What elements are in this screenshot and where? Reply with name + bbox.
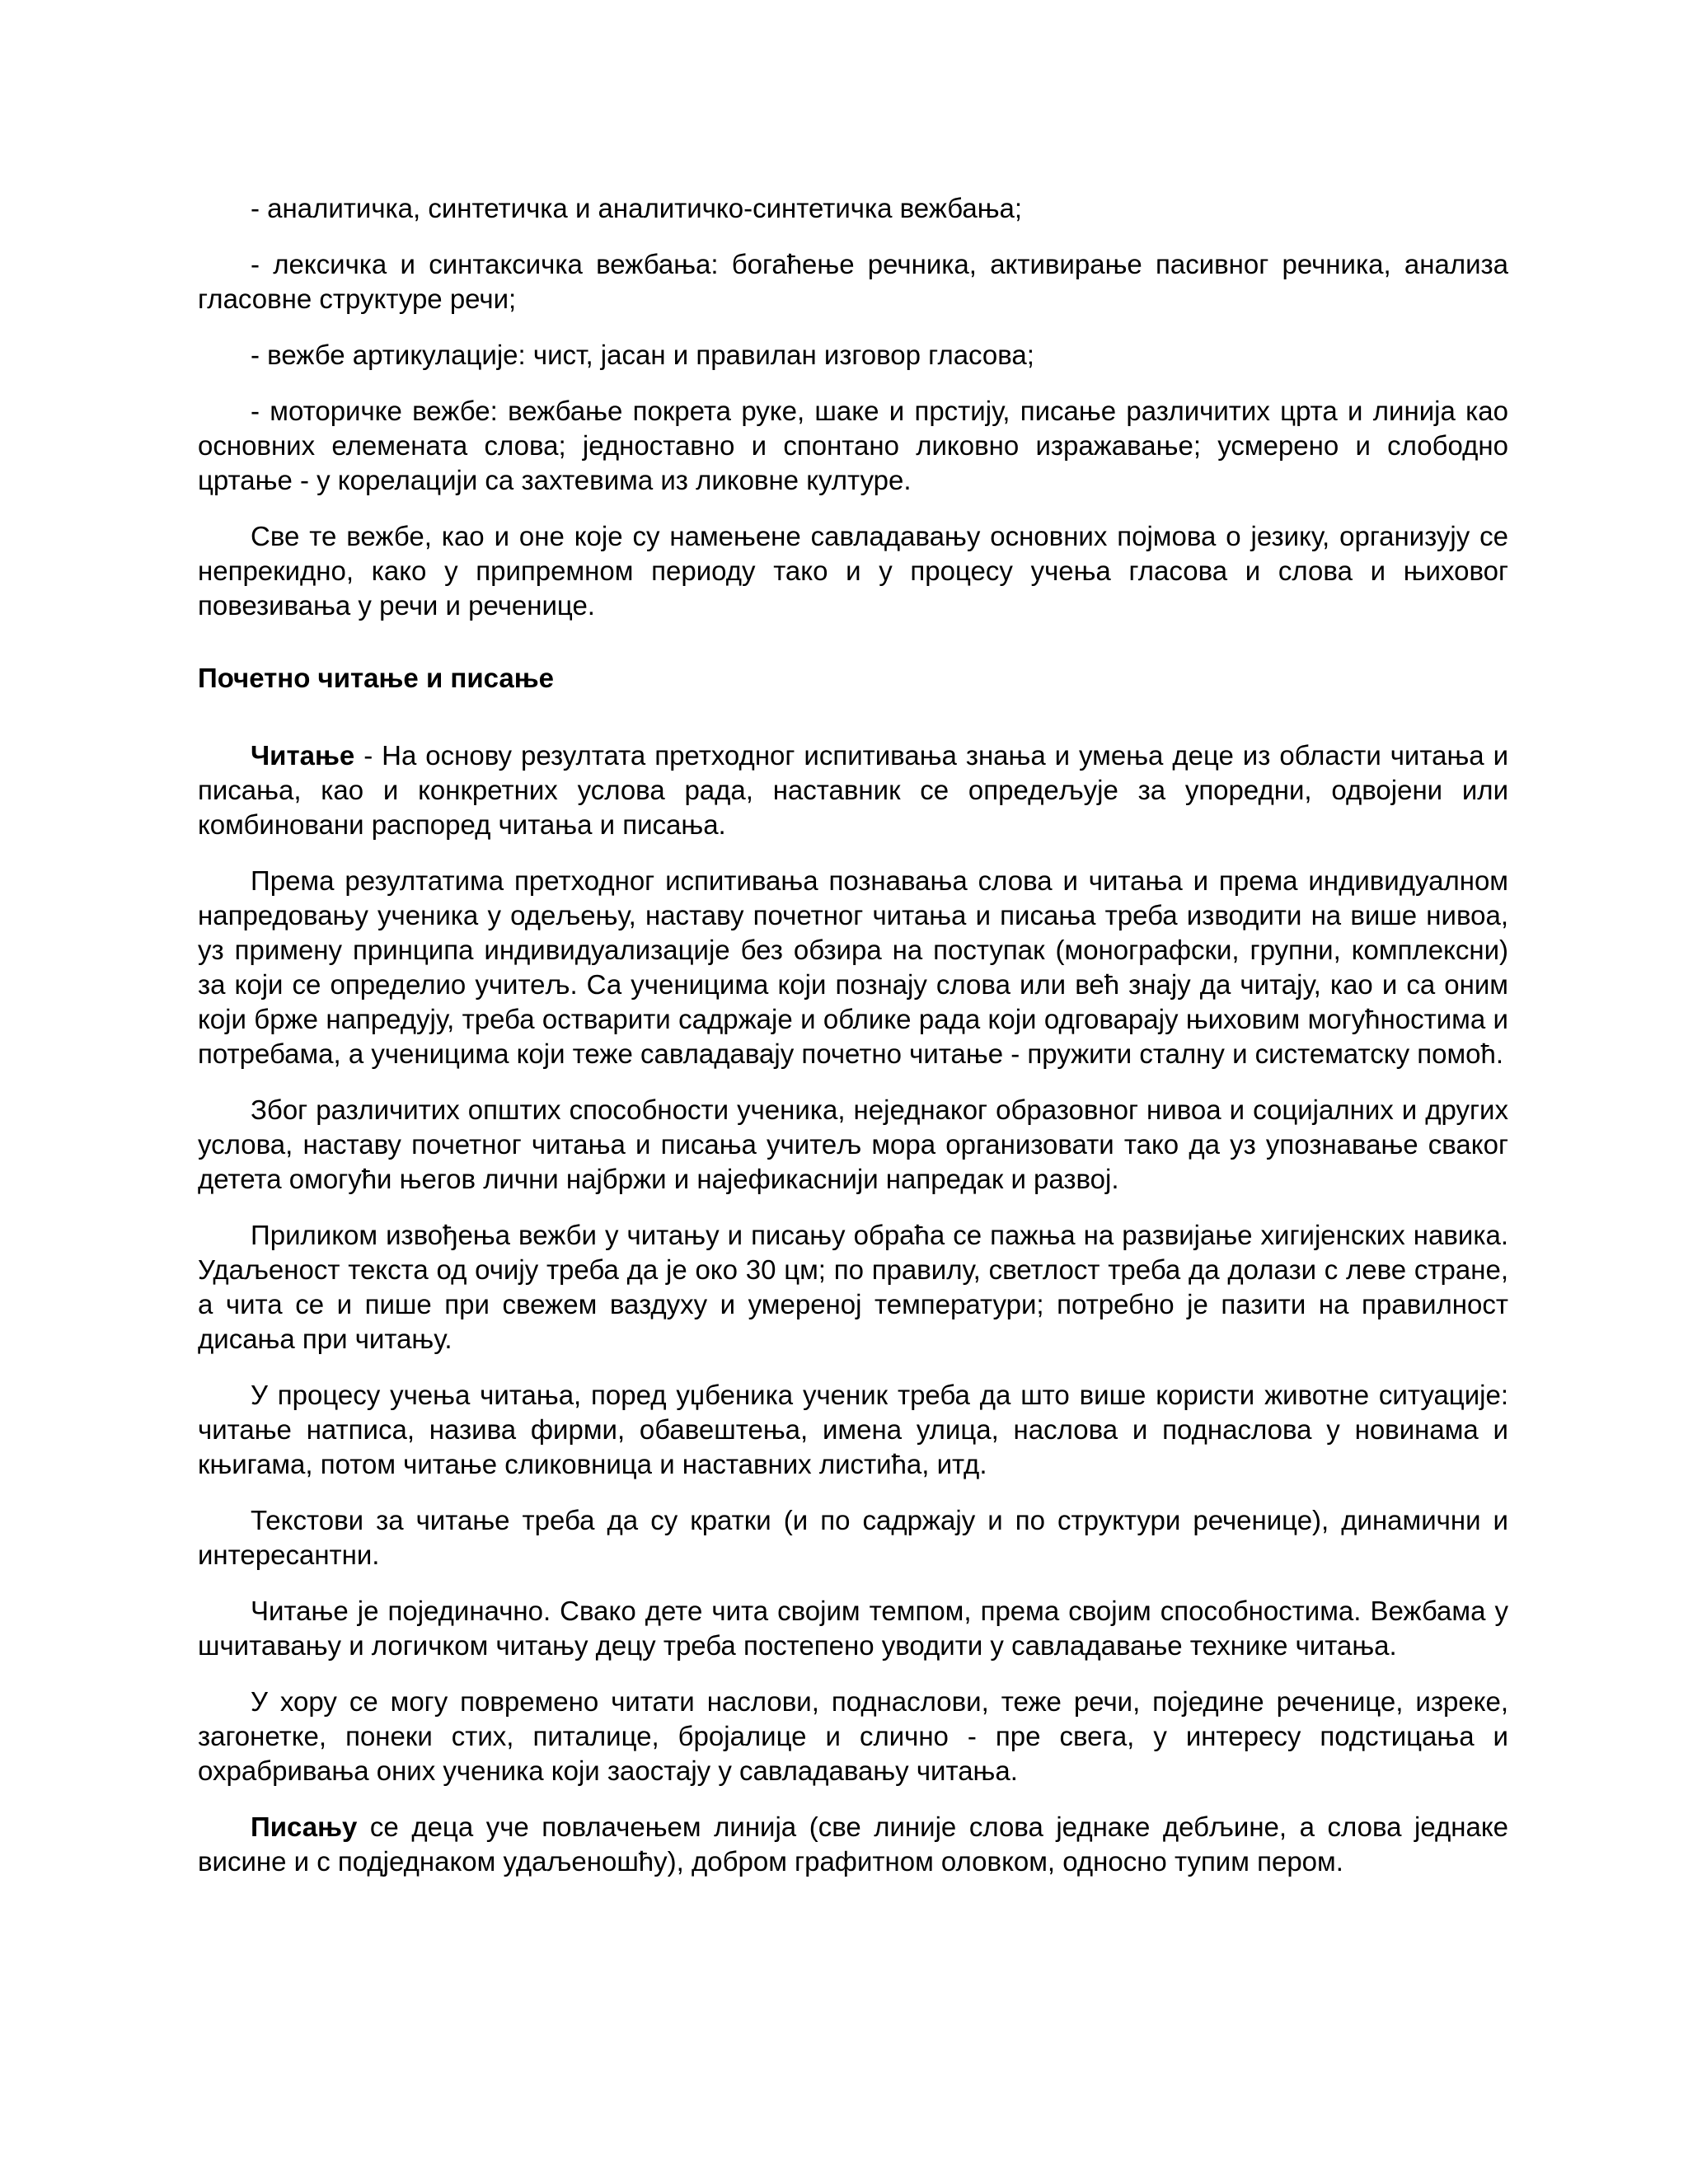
- writing-term: Писању: [251, 1811, 358, 1842]
- reading-term: Читање: [251, 740, 355, 771]
- paragraph: - моторичке вежбе: вежбање покрета руке, шаке и прстију, писање различитих црта и линија као основних елемената слова; једноставно и спонтано ликовно изражавање; усмерено и слободно цртање - у корелацији са захтевима из ликовне културе.: [198, 396, 1508, 495]
- paragraph: - аналитичка, синтетичка и аналитичко-синтетичка вежбања;: [251, 193, 1023, 223]
- writing-intro-paragraph: [198, 1810, 1508, 1879]
- paragraph: - лексичка и синтаксичка вежбања: богаћење речника, активирање пасивног речника, анализа гласовне структуре речи;: [198, 249, 1508, 314]
- paragraph: Приликом извођења вежби у читању и писању обраћа се пажња на развијање хигијенских навика. Удаљеност текста од очију треба да је око 30 цм; по правилу, светлост треба да долази с леве стране, а чита се и пише при свежем ваздуху и умереној температури; потребно је пазити на правилност дисања при читању.: [198, 1220, 1508, 1354]
- paragraph: Текстови за читање треба да су кратки (и по садржају и по структури реченице), динамични и интересантни.: [198, 1505, 1508, 1570]
- paragraph: - вежбе артикулације: чист, јасан и правилан изговор гласова;: [251, 340, 1034, 370]
- reading-intro-paragraph: [198, 738, 1508, 842]
- section-heading: Почетно читање и писање: [198, 663, 554, 693]
- paragraph: У хору се могу повремено читати наслови, поднаслови, теже речи, поједине реченице, изреке, загонетке, понеки стих, питалице, бројалице и слично - пре свега, у интересу подстицања и охрабривања оних ученика који заостају у савладавању читања.: [198, 1686, 1508, 1786]
- paragraph: У процесу учења читања, поред уџбеника ученик треба да што више користи животне ситуације: читање натписа, назива фирми, обавештења, имена улица, наслова и поднаслова у новинама и књигама, потом читање сликовница и наставних листића, итд.: [198, 1380, 1508, 1479]
- document-page: [198, 191, 1508, 1900]
- paragraph: Због различитих општих способности ученика, неједнаког образовног нивоа и социјалних и других услова, наставу почетног читања и писања учитељ мора организовати тако да уз упознавање сваког детета омогући његов лични најбржи и најефикаснији напредак и развој.: [198, 1094, 1508, 1194]
- writing-intro-text: се деца уче повлачењем линија (све линије слова једнаке дебљине, а слова једнаке висине и с подједнаком удаљеношћу), добром графитном оловком, односно тупим пером.: [198, 1811, 1508, 1877]
- paragraph: Према резултатима претходног испитивања познавања слова и читања и према индивидуалном напредовању ученика у одељењу, наставу почетног читања и писања треба изводити на више нивоа, уз примену принципа индивидуализације без обзира на поступак (монографски, групни, комплексни) за који се определио учитељ. Са ученицима који познају слова или већ знају да читају, као и са оним који брже напредују, треба остварити садржаје и облике рада који одговарају њиховим могућностима и потребама, а ученицима који теже савладавају почетно читање - пружити сталну и систематску помоћ.: [198, 865, 1508, 1069]
- paragraph: Све те вежбе, као и оне које су намењене савладавању основних појмова о језику, организују се непрекидно, како у припремном периоду тако и у процесу учења гласова и слова и њиховог повезивања у речи и реченице.: [198, 521, 1508, 621]
- reading-intro-text: - На основу резултата претходног испитивања знања и умења деце из области читања и писања, као и конкретних услова рада, наставник се опредељује за упоредни, одвојени или комбиновани распоред читања и писања.: [198, 740, 1508, 840]
- paragraph: Читање је појединачно. Свако дете чита својим темпом, према својим способностима. Вежбама у шчитавању и логичком читању децу треба постепено уводити у савладавање технике читања.: [198, 1596, 1508, 1661]
